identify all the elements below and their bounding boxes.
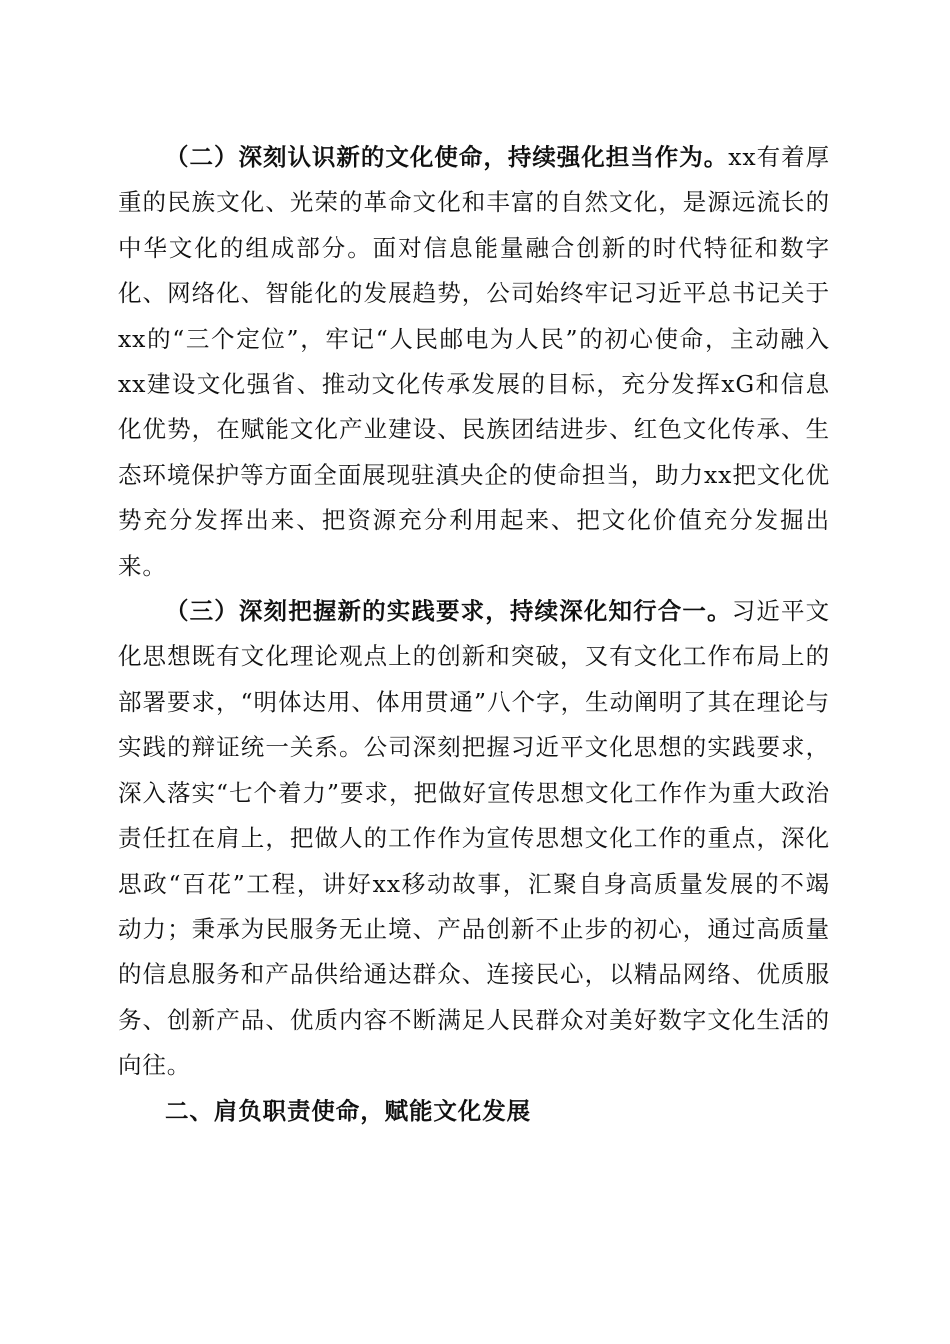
paragraph-3 (118, 589, 830, 1088)
paragraph-2 (118, 135, 830, 589)
section-heading: 二、肩负职责使命，赋能文化发展 (165, 1096, 531, 1125)
paragraph-lead: （二）深刻认识新的文化使命，持续强化担当作为。 (165, 143, 729, 171)
paragraph-text: 习近平文化思想既有文化理论观点上的创新和突破，又有文化工作布局上的部署要求，“明体达用、体用贯通”八个字，生动阐明了其在理论与实践的辩证统一关系。公司深刻把握习近平文化思想的实践要求，深入落实“七个着力”要求，把做好宣传思想文化工作作为重大政治责任扛在肩上，把做人的工作作为宣传思想文化工作的重点，深化思政“百花”工程，讲好xx移动故事，汇聚自身高质量发展的不竭动力；秉承为民服务无止境、产品创新不止步的初心，通过高质量的信息服务和产品供给通达群众、连接民心，以精品网络、优质服务、创新产品、优质内容不断满足人民群众对美好数字文化生活的向往。 (118, 597, 831, 1080)
document-body (118, 135, 830, 1134)
paragraph-lead: （三）深刻把握新的实践要求，持续深化知行合一。 (165, 597, 732, 626)
paragraph-text: xx有着厚重的民族文化、光荣的革命文化和丰富的自然文化，是源远流长的中华文化的组成部分。面对信息能量融合创新的时代特征和数字化、网络化、智能化的发展趋势，公司始终牢记习近平总书记关于xx的“三个定位”，牢记“人民邮电为人民”的初心使命，主动融入xx建设文化强省、推动文化传承发展的目标，充分发挥xG和信息化优势，在赋能文化产业建设、民族团结进步、红色文化传承、生态环境保护等方面全面展现驻滇央企的使命担当，助力xx把文化优势充分发挥出来、把资源充分利用起来、把文化价值充分发掘出来。 (118, 143, 830, 580)
